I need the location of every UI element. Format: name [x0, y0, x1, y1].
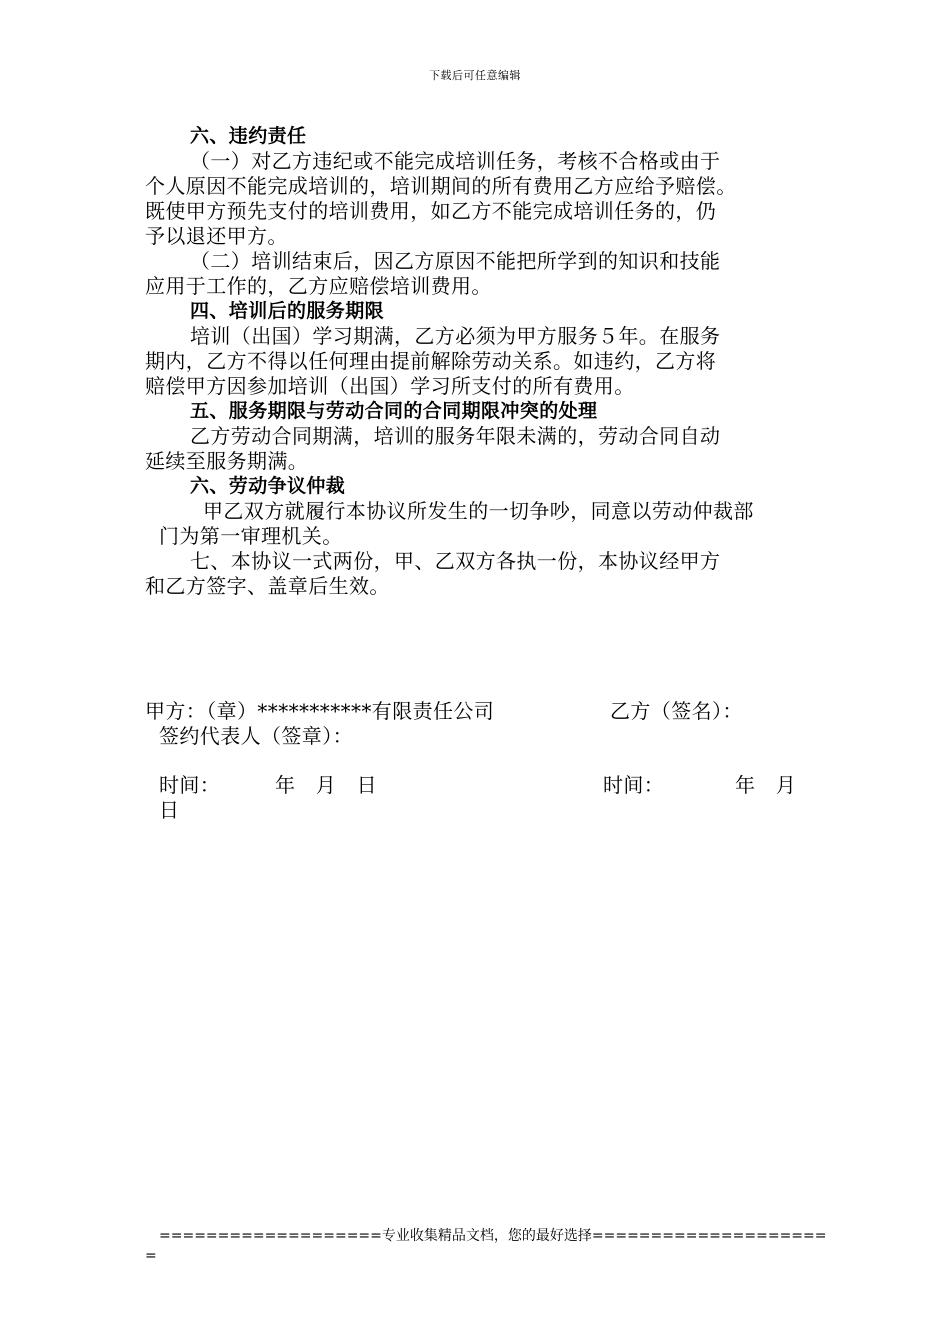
- footer-line-2: =: [145, 1248, 157, 1264]
- footer: [145, 1226, 827, 1266]
- section-heading: 四、培训后的服务期限: [190, 300, 385, 322]
- paragraph-line: 甲乙双方就履行本协议所发生的一切争吵，同意以劳动仲裁部: [203, 499, 754, 523]
- time-b-label: 时间：: [603, 773, 665, 797]
- representative-label: 签约代表人（签章）：: [159, 724, 353, 748]
- header-note: 下载后可任意编辑: [429, 69, 521, 82]
- section-heading: 六、劳动争议仲裁: [190, 475, 346, 497]
- paragraph-line: （一）对乙方违纪或不能完成培训任务，考核不合格或由于: [190, 149, 721, 173]
- paragraph-line: 期内，乙方不得以任何理由提前解除劳动关系。如违约，乙方将: [145, 349, 717, 373]
- paragraph-line: 乙方劳动合同期满，培训的服务年限未满的，劳动合同自动: [190, 424, 721, 448]
- paragraph-line: 赔偿甲方因参加培训（出国）学习所支付的所有费用。: [145, 374, 635, 398]
- paragraph-line: 予以退还甲方。: [145, 224, 288, 248]
- footer-line-1: ===================专业收集精品文档，您的最好选择====================: [159, 1228, 827, 1244]
- section-heading: 五、服务期限与劳动合同的合同期限冲突的处理: [190, 400, 598, 422]
- party-a-label: 甲方：（章）***********有限责任公司: [145, 699, 495, 723]
- paragraph-line: 培训（出国）学习期满，乙方必须为甲方服务５年。在服务: [190, 324, 721, 348]
- party-b-label: 乙方（签名）：: [610, 699, 743, 723]
- paragraph-line: （二）培训结束后，因乙方原因不能把所学到的知识和技能: [190, 249, 721, 273]
- paragraph-line: 既使甲方预先支付的培训费用，如乙方不能完成培训任务的，仍: [145, 199, 717, 223]
- document-body: [145, 124, 810, 599]
- paragraph-line: 门为第一审理机关。: [159, 524, 343, 548]
- paragraph-line: 应用于工作的，乙方应赔偿培训费用。: [145, 274, 492, 298]
- section-heading: 六、违约责任: [190, 125, 307, 147]
- time-a-label: 时间：: [159, 773, 221, 797]
- paragraph-line: 和乙方签字、盖章后生效。: [145, 574, 390, 598]
- paragraph-line: 七、本协议一式两份，甲、乙双方各执一份，本协议经甲方: [190, 549, 721, 573]
- time-b-date: 年 月: [735, 773, 797, 797]
- time-a-date: 年 月 日: [275, 773, 377, 797]
- paragraph-line: 个人原因不能完成培训的，培训期间的所有费用乙方应给予赔偿。: [145, 174, 737, 198]
- time-b-day: 日: [159, 798, 180, 822]
- paragraph-line: 延续至服务期满。: [145, 449, 309, 473]
